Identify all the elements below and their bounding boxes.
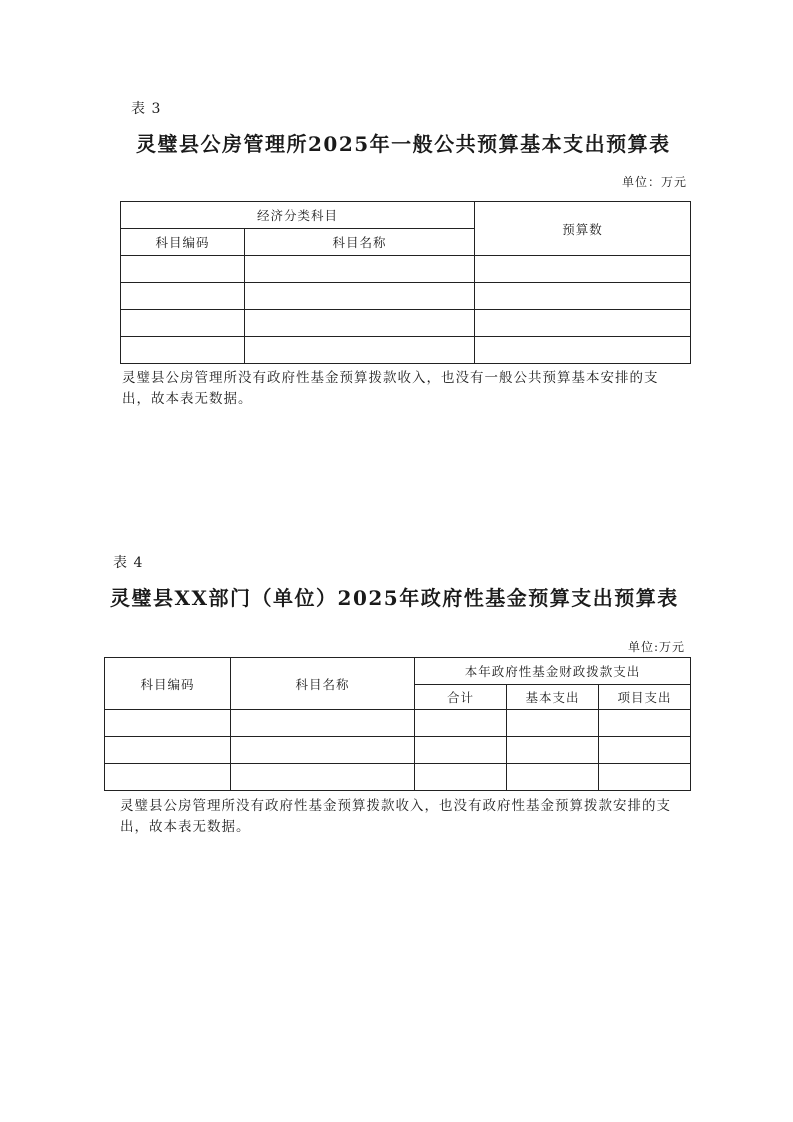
table3-note: 灵璧县公房管理所没有政府性基金预算拨款收入，也没有一般公共预算基本安排的支出，故本表无数据。 xyxy=(122,370,659,407)
table-cell xyxy=(121,337,245,364)
table-cell xyxy=(475,256,691,283)
table-cell xyxy=(599,737,691,764)
table3-header-code: 科目编码 xyxy=(121,229,245,256)
table-cell xyxy=(245,283,475,310)
table-cell xyxy=(121,256,245,283)
table-cell xyxy=(231,764,415,791)
table-cell xyxy=(231,737,415,764)
table-cell xyxy=(599,764,691,791)
table-row xyxy=(121,337,691,364)
table4-unit: 单位:万元 xyxy=(628,640,686,654)
table-cell xyxy=(415,710,507,737)
table-row xyxy=(121,256,691,283)
table-cell xyxy=(105,764,231,791)
table4-title: 灵璧县XX部门（单位）2025年政府性基金预算支出预算表 xyxy=(110,586,679,610)
table-cell xyxy=(415,764,507,791)
table-cell xyxy=(475,337,691,364)
table3 xyxy=(120,201,691,364)
table3-label: 表 3 xyxy=(131,101,162,117)
table-cell xyxy=(105,710,231,737)
table-row xyxy=(121,283,691,310)
table-cell xyxy=(121,310,245,337)
table-cell xyxy=(245,337,475,364)
table-row xyxy=(121,310,691,337)
table-cell xyxy=(105,737,231,764)
table4-header-code: 科目编码 xyxy=(105,658,231,710)
table4-note: 灵璧县公房管理所没有政府性基金预算拨款收入，也没有政府性基金预算拨款安排的支出，故本表无数据。 xyxy=(120,798,671,835)
table3-header-name: 科目名称 xyxy=(245,229,475,256)
table-cell xyxy=(415,737,507,764)
table-cell xyxy=(507,737,599,764)
table-cell xyxy=(507,764,599,791)
table-row xyxy=(105,737,691,764)
table4-label: 表 4 xyxy=(113,555,144,571)
table-cell xyxy=(121,283,245,310)
table-cell xyxy=(475,310,691,337)
table3-header-budget: 预算数 xyxy=(475,202,691,256)
table-cell xyxy=(475,283,691,310)
table3-title: 灵璧县公房管理所2025年一般公共预算基本支出预算表 xyxy=(136,132,671,156)
table3-unit: 单位：万元 xyxy=(622,175,688,189)
table3-header-group: 经济分类科目 xyxy=(121,202,475,229)
table-cell xyxy=(599,710,691,737)
table4 xyxy=(104,657,691,791)
table-cell xyxy=(245,310,475,337)
table4-header-total: 合计 xyxy=(415,685,507,710)
table-cell xyxy=(245,256,475,283)
table-row xyxy=(105,710,691,737)
table-cell xyxy=(507,710,599,737)
table4-header-name: 科目名称 xyxy=(231,658,415,710)
table4-header-project: 项目支出 xyxy=(599,685,691,710)
table4-header-basic: 基本支出 xyxy=(507,685,599,710)
table-cell xyxy=(231,710,415,737)
table-row xyxy=(105,764,691,791)
table4-header-group: 本年政府性基金财政拨款支出 xyxy=(415,658,691,685)
